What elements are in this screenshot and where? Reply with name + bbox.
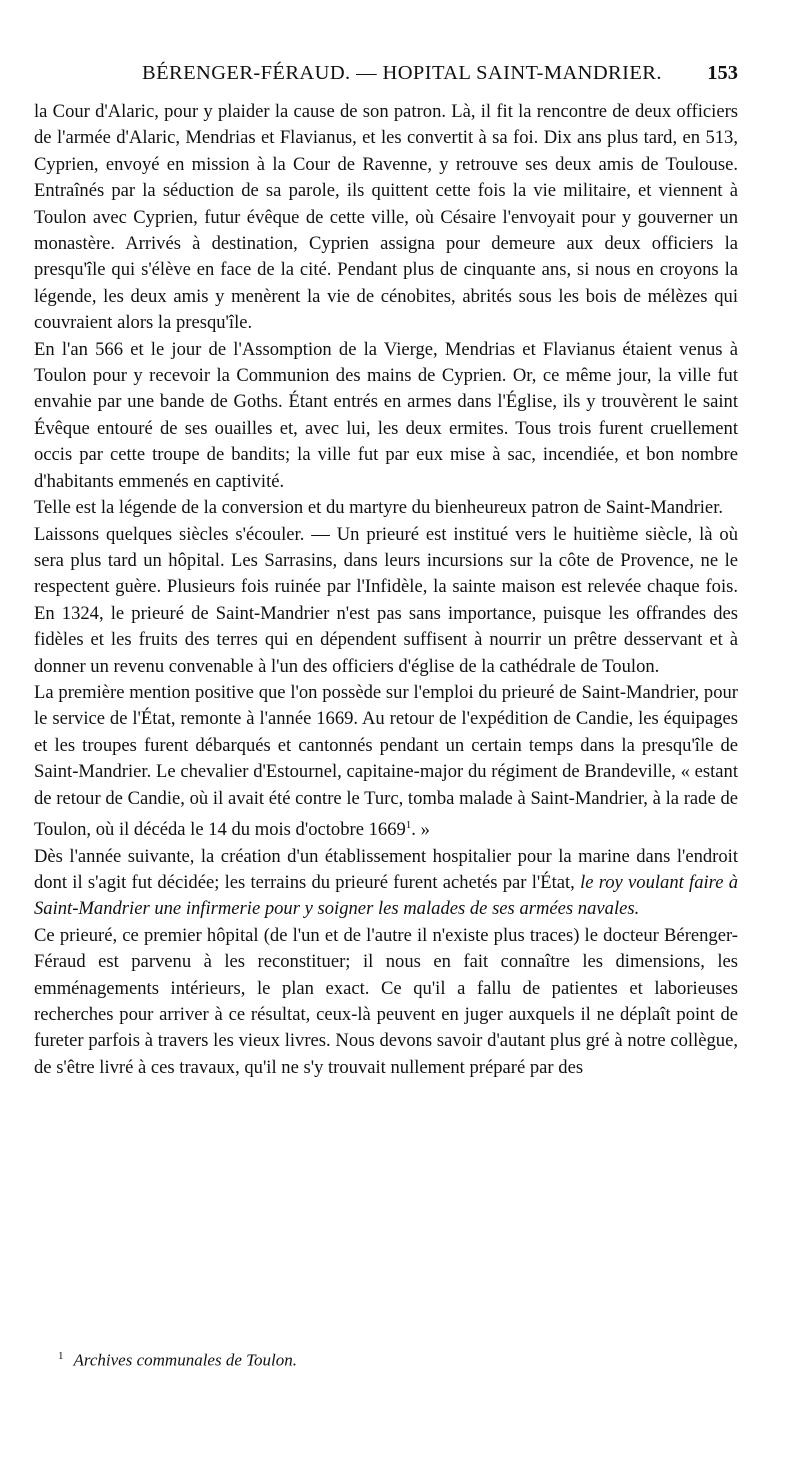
paragraph-5-text: La première mention positive que l'on possède sur l'emploi du prieuré de Saint-Mandrier, pour le service de l'État, remonte à l'année 1669. Au retour de l'expédition de Candie, les équipages et les troupes furent débarqués et cantonnés pendant un certain temps dans la presqu'île de Saint-Mandrier. Le chevalier d'Estournel, capitaine-major du régiment de Brandeville, « estant de retour de Candie, où il avait été contre le Turc, tomba malade à Saint-Mandrier, à la rade de Toulon, où il décéda le 14 du mois d'octobre 1669	[34, 681, 738, 841]
footnote-reference: 1	[405, 818, 412, 831]
paragraph-7: Ce prieuré, ce premier hôpital (de l'un et de l'autre il n'existe plus traces) le docteur Bérenger-Féraud est parvenu à les reconstituer; il nous en fait connaître les dimensions, les emménagements intérieurs, le plan exact. Ce qu'il a fallu de patientes et laborieuses recherches pour arriver à ce résultat, ceux-là peuvent en juger auxquels il ne déplaît point de fureter parfois à travers les vieux livres. Nous devons savoir d'autant plus gré à notre collègue, de s'être livré à ces travaux, qu'il ne s'y trouvait nullement préparé par des	[34, 924, 738, 1078]
paragraph-4: Laissons quelques siècles s'écouler. — Un prieuré est institué vers le huitième siècle, là où sera plus tard un hôpital. Les Sarrasins, dans leurs incursions sur la côte de Provence, ne le respectent guère. Plusieurs fois ruinée par l'Infidèle, la sainte maison est relevée chaque fois. En 1324, le prieuré de Saint-Mandrier n'est pas sans importance, puisque les offrandes des fidèles et les fruits des terres qui en dépendent suffisent à nourrir un prêtre desservant et à donner un revenu convenable à l'un des officiers d'église de la cathédrale de Toulon.	[34, 523, 738, 677]
footnote	[58, 1350, 297, 1371]
page-header	[34, 62, 738, 90]
paragraph-6-text: Dès l'année suivante, la création d'un établissement hospitalier pour la marine dans l'endroit dont il s'agit fut décidée; les terrains du prieuré furent achetés par l'État,	[34, 845, 738, 893]
paragraph-2: En l'an 566 et le jour de l'Assomption de la Vierge, Mendrias et Flavianus étaient venus à Toulon pour y recevoir la Communion des mains de Cyprien. Or, ce même jour, la ville fut envahie par une bande de Goths. Étant entrés en armes dans l'Église, ils y trouvèrent le saint Évêque entouré de ses ouailles et, avec lui, les deux ermites. Tous trois furent cruellement occis par cette troupe de bandits; la ville fut par eux mise à sac, incendiée, et bon nombre d'habitants emmenés en captivité.	[34, 338, 738, 492]
footnote-number: 1	[58, 1350, 64, 1362]
body-text	[34, 99, 738, 1081]
paragraph-3: Telle est la légende de la conversion et du martyre du bienheureux patron de Saint-Mandrier.	[34, 497, 724, 519]
paragraph-6-italic: le roy voulant faire à Saint-Mandrier une infirmerie pour y soigner les malades de ses armées navales.	[34, 871, 738, 920]
paragraph-1: la Cour d'Alaric, pour y plaider la cause de son patron. Là, il fit la rencontre de deux officiers de l'armée d'Alaric, Mendrias et Flavianus, et les convertit à sa foi. Dix ans plus tard, en 513, Cyprien, envoyé en mission à la Cour de Ravenne, y retrouve ses deux amis de Toulouse. Entraînés par la séduction de sa parole, ils quittent cette fois la vie militaire, et viennent à Toulon avec Cyprien, futur évêque de cette ville, où Césaire l'envoyait pour y gouverner un monastère. Arrivés à destination, Cyprien assigna pour demeure aux deux officiers la presqu'île qui s'élève en face de la cité. Pendant plus de cinquante ans, si nous en croyons la légende, les deux amis y menèrent la vie de cénobites, abrités sous les bois de mélèzes qui couvraient alors la presqu'île.	[34, 101, 738, 334]
footnote-text: Archives communales de Toulon.	[73, 1350, 297, 1370]
paragraph-5-end: . »	[411, 819, 430, 841]
running-title: BÉRENGER-FÉRAUD. — HOPITAL SAINT-MANDRIER.	[142, 62, 662, 84]
paragraph-5	[34, 680, 738, 844]
paragraph-6	[34, 844, 738, 923]
page-number: 153	[707, 62, 738, 84]
